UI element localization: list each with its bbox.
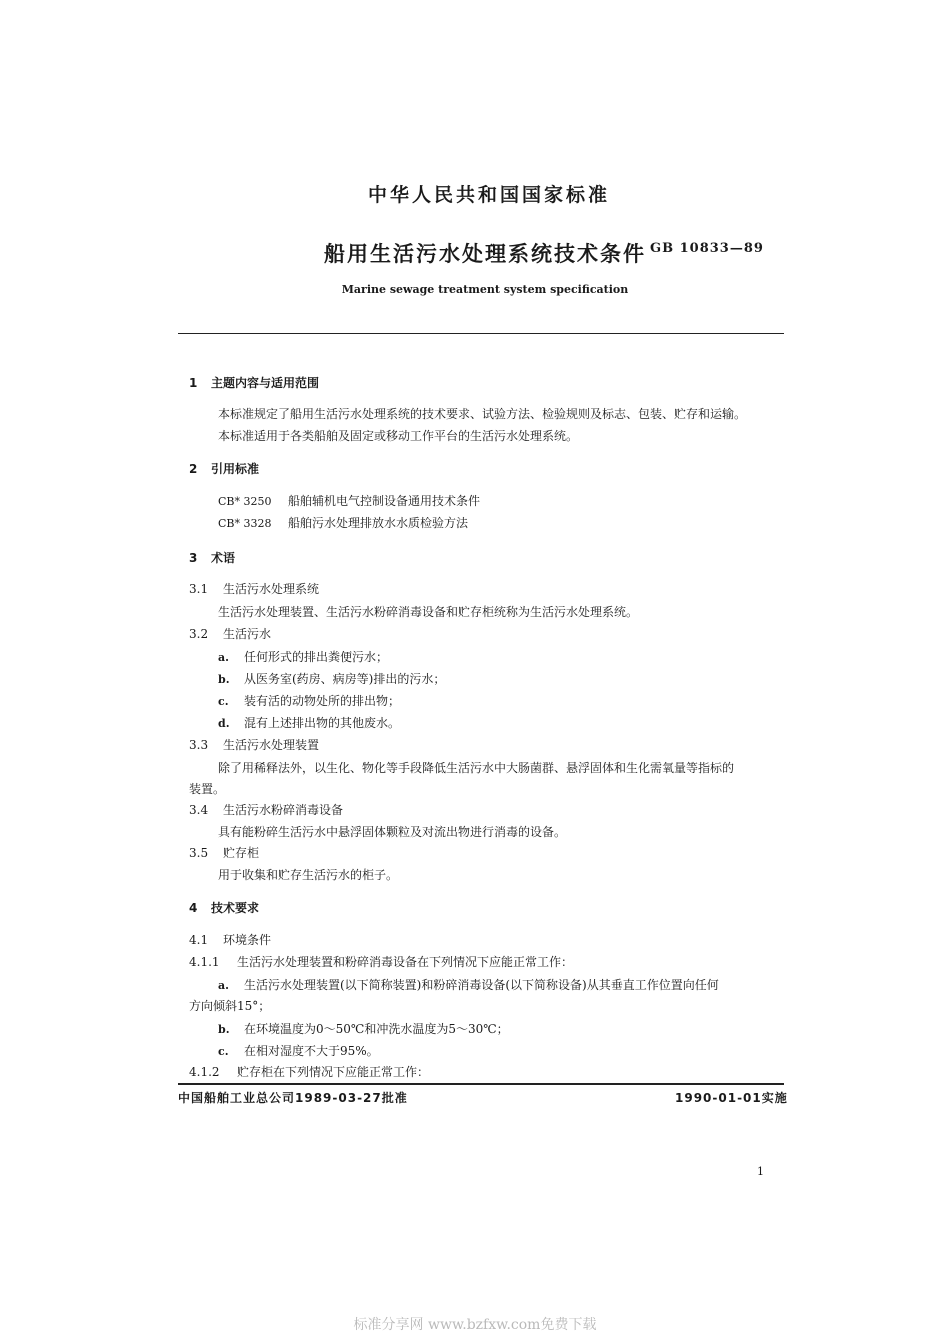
section-4-number: 4 — [189, 901, 198, 915]
term-3-2-heading — [189, 625, 271, 642]
term-3-5-definition: 用于收集和贮存生活污水的柜子。 — [218, 868, 399, 882]
section-3-heading — [189, 549, 235, 566]
issuing-authority: 中华人民共和国国家标准 — [367, 184, 610, 206]
list-item-label: c. — [218, 1045, 229, 1058]
list-item-label: c. — [218, 695, 229, 708]
term-3-1-heading — [189, 580, 319, 597]
reference-code: CB* 3250 — [218, 495, 272, 508]
list-item-text: 装有活的动物处所的排出物； — [244, 694, 401, 708]
clause-4-1-heading — [189, 931, 271, 948]
term-3-4-heading — [189, 801, 343, 818]
list-item — [218, 1042, 379, 1059]
section-3-number: 3 — [189, 551, 198, 565]
section-1-paragraph-2: 本标准适用于各类船舶及固定或移动工作平台的生活污水处理系统。 — [218, 429, 579, 443]
section-3-title: 术语 — [211, 551, 236, 565]
term-3-3-heading — [189, 736, 319, 753]
list-item-label: a. — [218, 979, 229, 992]
effective-date: 1990-01-01实施 — [675, 1091, 788, 1105]
list-item-label: a. — [218, 651, 229, 664]
term-3-4-definition: 具有能粉碎生活污水中悬浮固体颗粒及对流出物进行消毒的设备。 — [218, 825, 567, 839]
term-3-5-heading — [189, 844, 259, 861]
section-4-heading — [189, 899, 259, 916]
clause-4-1-2-text: 贮存柜在下列情况下应能正常工作： — [237, 1065, 430, 1079]
section-4-title: 技术要求 — [211, 901, 260, 915]
list-item-text: 任何形式的排出粪便污水； — [244, 650, 389, 664]
bottom-divider — [178, 1083, 784, 1085]
clause-4-1-2-number: 4.1.2 — [189, 1065, 220, 1079]
reference-item — [218, 514, 468, 531]
term-3-4-title: 生活污水粉碎消毒设备 — [223, 803, 344, 817]
watermark-text: 标准分享网 www.bzfxw.com免费下载 — [353, 1317, 597, 1333]
list-item-text: 在相对湿度不大于95%。 — [244, 1044, 379, 1058]
clause-4-1-1 — [189, 953, 573, 970]
section-2-heading — [189, 460, 259, 477]
list-item-text: 在环境温度为0～50℃和冲洗水温度为5～30℃； — [244, 1022, 509, 1036]
clause-4-1-1-number: 4.1.1 — [189, 955, 220, 969]
list-item-label: b. — [218, 673, 230, 686]
term-3-5-number: 3.5 — [189, 846, 209, 860]
clause-4-1-1-text: 生活污水处理装置和粉碎消毒设备在下列情况下应能正常工作： — [237, 955, 574, 969]
list-item — [218, 692, 400, 709]
reference-title: 船舶辅机电气控制设备通用技术条件 — [288, 494, 481, 508]
document-title: 船用生活污水处理系统技术条件 — [324, 242, 646, 266]
english-title: Marine sewage treatment system specification — [341, 283, 629, 296]
list-item — [218, 670, 445, 687]
section-1-number: 1 — [189, 376, 198, 390]
section-1-heading — [189, 374, 319, 391]
top-divider — [178, 333, 784, 334]
section-1-title: 主题内容与适用范围 — [211, 376, 320, 390]
page-number: 1 — [757, 1165, 764, 1178]
list-item — [218, 1020, 509, 1037]
list-item-label: d. — [218, 717, 230, 730]
clause-4-1-2 — [189, 1063, 429, 1080]
standard-code: GB 10833—89 — [650, 241, 764, 256]
list-item — [218, 976, 719, 993]
term-3-5-title: 贮存柜 — [223, 846, 260, 860]
term-3-1-definition: 生活污水处理装置、生活污水粉碎消毒设备和贮存柜统称为生活污水处理系统。 — [218, 605, 639, 619]
list-item — [218, 714, 400, 731]
list-item-label: b. — [218, 1023, 230, 1036]
list-item-text: 混有上述排出物的其他废水。 — [244, 716, 401, 730]
term-3-1-number: 3.1 — [189, 582, 209, 596]
reference-item — [218, 492, 480, 509]
term-3-1-title: 生活污水处理系统 — [223, 582, 320, 596]
list-item-text: 生活污水处理装置(以下简称装置)和粉碎消毒设备(以下简称设备)从其垂直工作位置向任何 — [244, 978, 719, 992]
clause-4-1-number: 4.1 — [189, 933, 209, 947]
section-2-title: 引用标准 — [211, 462, 260, 476]
clause-4-1-title: 环境条件 — [223, 933, 272, 947]
approval-note: 中国船舶工业总公司1989-03-27批准 — [178, 1091, 408, 1105]
term-3-2-title: 生活污水 — [223, 627, 272, 641]
term-3-3-definition-line-2: 装置。 — [189, 782, 226, 796]
list-item-text: 从医务室(药房、病房等)排出的污水； — [244, 672, 446, 686]
section-1-paragraph-1: 本标准规定了船用生活污水处理系统的技术要求、试验方法、检验规则及标志、包装、贮存和运输。 — [218, 407, 747, 421]
list-item-continuation: 方向倾斜15°； — [189, 999, 271, 1013]
term-3-2-number: 3.2 — [189, 627, 209, 641]
term-3-3-title: 生活污水处理装置 — [223, 738, 320, 752]
term-3-3-definition-line-1: 除了用稀释法外，以生化、物化等手段降低生活污水中大肠菌群、悬浮固体和生化需氧量等指标的 — [218, 761, 735, 775]
list-item — [218, 648, 388, 665]
term-3-3-number: 3.3 — [189, 738, 209, 752]
term-3-4-number: 3.4 — [189, 803, 209, 817]
section-2-number: 2 — [189, 462, 198, 476]
reference-code: CB* 3328 — [218, 517, 272, 530]
reference-title: 船舶污水处理排放水水质检验方法 — [288, 516, 469, 530]
